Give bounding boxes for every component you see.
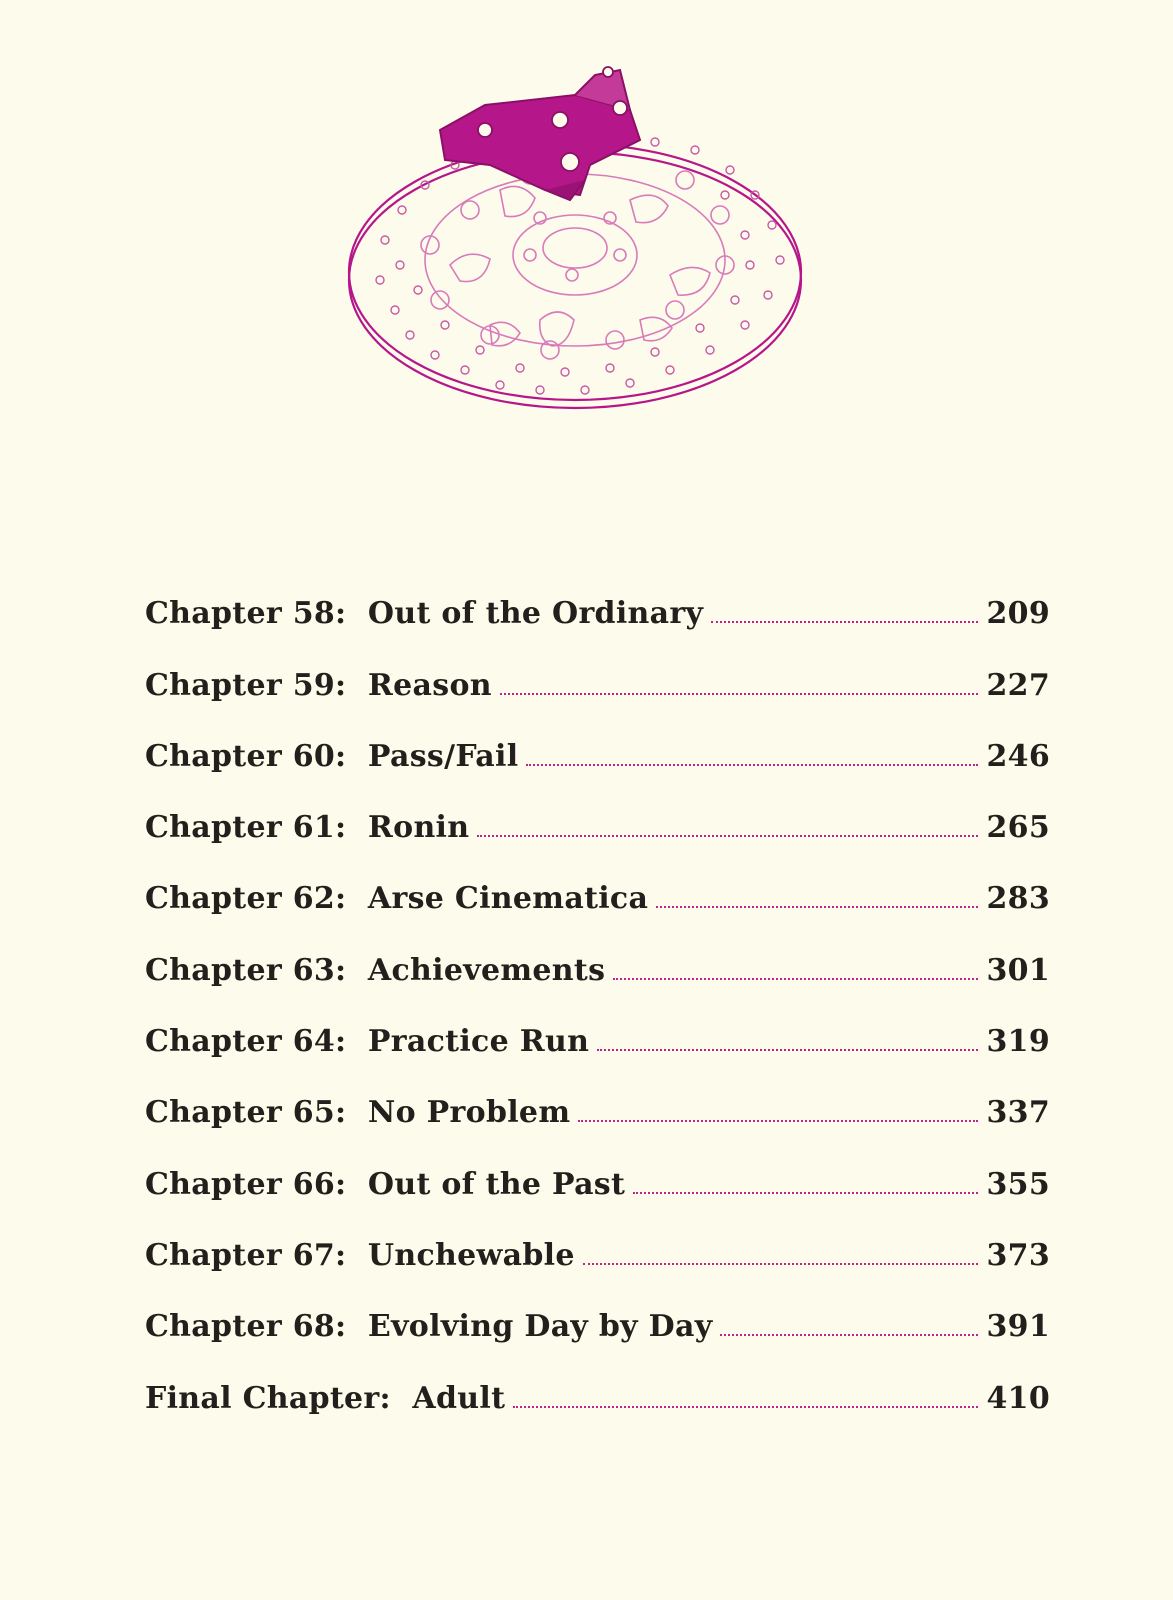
toc-entry-title: Chapter 64: Practice Run — [145, 1024, 590, 1060]
toc-entry-title: Chapter 62: Arse Cinematica — [145, 881, 649, 917]
toc-entry-page: 301 — [986, 952, 1050, 988]
toc-entry-title: Chapter 61: Ronin — [145, 810, 470, 846]
toc-entry-page: 227 — [986, 667, 1050, 703]
toc-entry-page: 355 — [986, 1166, 1050, 1202]
dot-leader — [500, 693, 979, 695]
toc-entry-page: 209 — [986, 596, 1050, 632]
toc-entry-title: Chapter 63: Achievements — [145, 952, 606, 988]
toc-entry[interactable] — [145, 631, 1050, 702]
toc-entry[interactable] — [145, 1130, 1050, 1201]
dot-leader — [720, 1334, 978, 1336]
toc-entry-title: Chapter 65: No Problem — [145, 1095, 571, 1131]
dot-leader — [656, 906, 978, 908]
dot-leader — [633, 1192, 978, 1194]
toc-entry-page: 246 — [986, 738, 1050, 774]
dot-leader — [526, 764, 978, 766]
dot-leader — [477, 835, 978, 837]
toc-entry[interactable] — [145, 1344, 1050, 1415]
toc-entry-page: 283 — [986, 881, 1050, 917]
toc-entry[interactable] — [145, 845, 1050, 916]
dot-leader — [513, 1406, 978, 1408]
dot-leader — [583, 1263, 979, 1265]
toc-entry[interactable] — [145, 703, 1050, 774]
toc-entry-title: Chapter 68: Evolving Day by Day — [145, 1309, 713, 1345]
toc-entry-page: 319 — [986, 1024, 1050, 1060]
toc-entry-title: Final Chapter: Adult — [145, 1380, 506, 1416]
toc-entry[interactable] — [145, 560, 1050, 631]
dot-leader — [597, 1049, 978, 1051]
toc-entry[interactable] — [145, 1202, 1050, 1273]
toc-entry-title: Chapter 59: Reason — [145, 667, 492, 703]
toc-entry-page: 337 — [986, 1095, 1050, 1131]
toc-entry-page: 391 — [986, 1309, 1050, 1345]
toc-entry-title: Chapter 60: Pass/Fail — [145, 738, 519, 774]
toc-entry-title: Chapter 58: Out of the Ordinary — [145, 596, 704, 632]
table-of-contents — [145, 560, 1050, 1416]
toc-entry-page: 373 — [986, 1237, 1050, 1273]
toc-entry-page: 265 — [986, 810, 1050, 846]
toc-entry[interactable] — [145, 774, 1050, 845]
toc-entry[interactable] — [145, 988, 1050, 1059]
toc-entry[interactable] — [145, 916, 1050, 987]
toc-entry[interactable] — [145, 1273, 1050, 1344]
toc-entry-page: 410 — [986, 1380, 1050, 1416]
dot-leader — [711, 621, 978, 623]
dot-leader — [578, 1120, 978, 1122]
brake-disc-caliper-icon — [340, 50, 840, 440]
toc-entry-title: Chapter 66: Out of the Past — [145, 1166, 626, 1202]
toc-entry[interactable] — [145, 1059, 1050, 1130]
toc-entry-title: Chapter 67: Unchewable — [145, 1237, 575, 1273]
dot-leader — [613, 978, 978, 980]
